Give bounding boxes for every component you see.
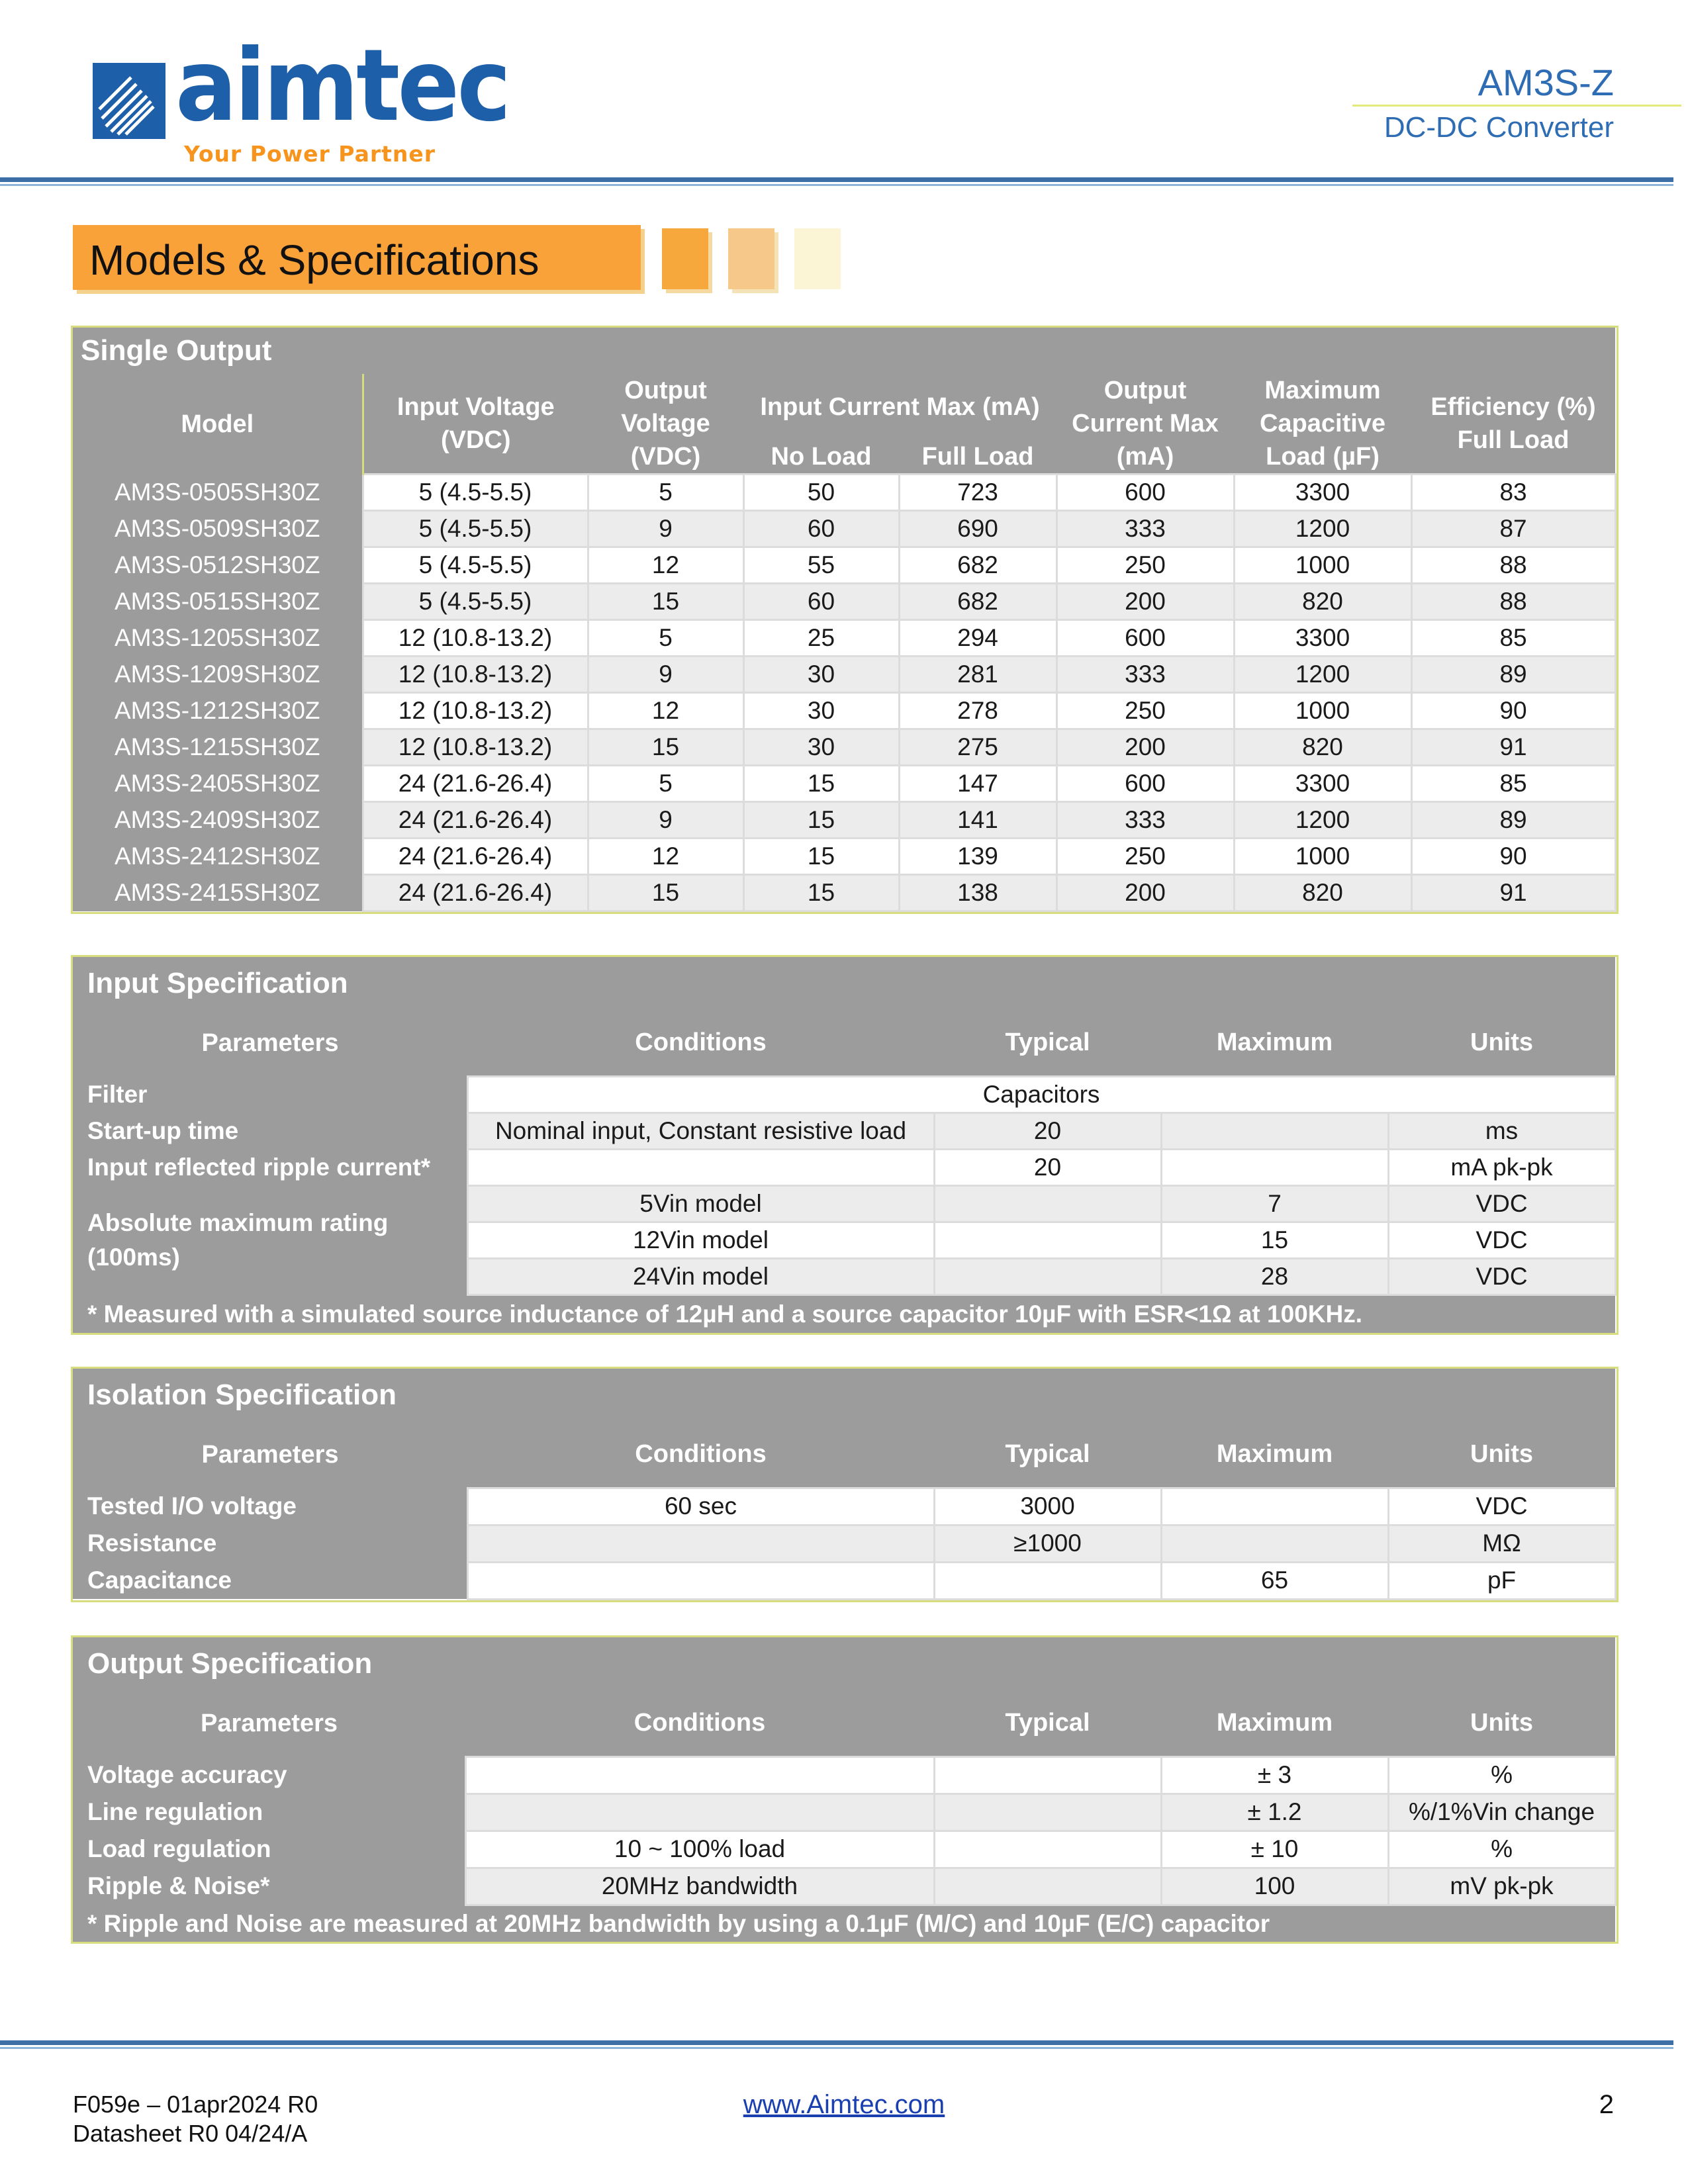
max-capacitive-load: 1200 [1234, 657, 1411, 693]
output-voltage: 9 [588, 802, 743, 839]
col-typical: Typical [934, 1010, 1161, 1076]
input-voltage: 24 (21.6-26.4) [363, 875, 588, 911]
output-voltage: 9 [588, 657, 743, 693]
param-absolute-max: Absolute maximum rating (100ms) [73, 1185, 467, 1295]
col-maximum: Maximum [1161, 1010, 1388, 1076]
model-name: AM3S-1212SH30Z [73, 693, 363, 729]
max-capacitive-load: 1200 [1234, 511, 1411, 547]
col-maximum: Maximum [1161, 1422, 1388, 1488]
output-voltage: 5 [588, 475, 743, 511]
footer-rule-thin [0, 2047, 1673, 2049]
full-load-current: 139 [899, 839, 1056, 875]
param-ripple-current: Input reflected ripple current* [73, 1149, 467, 1185]
input-voltage: 12 (10.8-13.2) [363, 693, 588, 729]
input-spec-note: * Measured with a simulated source inductance of 12µH and a source capacitor 10µF with ESR<1Ω at 100KHz. [73, 1295, 1615, 1333]
table-row [73, 1831, 1615, 1868]
efficiency: 88 [1411, 584, 1615, 620]
col-input-voltage: Input Voltage (VDC) [363, 374, 588, 475]
product-title: AM3S-Z [1477, 62, 1614, 103]
col-conditions: Conditions [465, 1690, 934, 1756]
max-capacitive-load: 1000 [1234, 839, 1411, 875]
website-link[interactable]: www.Aimtec.com [743, 2090, 945, 2119]
efficiency: 90 [1411, 839, 1615, 875]
isolation-maximum: 65 [1161, 1562, 1388, 1599]
input-spec-table [73, 957, 1617, 1333]
input-voltage: 5 (4.5-5.5) [363, 511, 588, 547]
efficiency: 85 [1411, 620, 1615, 657]
col-conditions: Conditions [467, 1010, 934, 1076]
brand-logo: aimtec [175, 28, 509, 144]
max-capacitive-load: 1000 [1234, 693, 1411, 729]
table-row [73, 1794, 1615, 1831]
isolation-conditions: 60 sec [467, 1488, 934, 1525]
model-name: AM3S-0505SH30Z [73, 475, 363, 511]
max-capacitive-load: 3300 [1234, 766, 1411, 802]
section-banner [73, 225, 641, 290]
absmax-maximum: 15 [1161, 1222, 1388, 1258]
isolation-typical: 3000 [934, 1488, 1161, 1525]
isolation-units: VDC [1388, 1488, 1615, 1525]
input-voltage: 12 (10.8-13.2) [363, 657, 588, 693]
output-units: %/1%Vin change [1388, 1794, 1615, 1831]
col-input-current: Input Current Max (mA) [743, 374, 1056, 440]
output-current: 600 [1056, 766, 1234, 802]
table-row [73, 511, 1615, 547]
output-voltage: 15 [588, 875, 743, 911]
absmax-maximum: 28 [1161, 1258, 1388, 1295]
input-spec-caption: Input Specification [73, 957, 1615, 1010]
no-load-current: 30 [743, 729, 899, 766]
absmax-units: VDC [1388, 1185, 1615, 1222]
no-load-current: 25 [743, 620, 899, 657]
single-output-table [73, 328, 1617, 912]
col-no-load: No Load [743, 440, 899, 475]
col-units: Units [1388, 1690, 1615, 1756]
max-capacitive-load: 820 [1234, 729, 1411, 766]
isolation-maximum [1161, 1525, 1388, 1562]
isolation-conditions [467, 1562, 934, 1599]
table-row [73, 1525, 1615, 1562]
output-spec-caption: Output Specification [73, 1637, 1615, 1690]
col-units: Units [1388, 1422, 1615, 1488]
startup-maximum [1161, 1113, 1388, 1149]
output-units: % [1388, 1756, 1615, 1794]
footer-datasheet: Datasheet R0 04/24/A [73, 2120, 308, 2147]
efficiency: 89 [1411, 657, 1615, 693]
max-capacitive-load: 1200 [1234, 802, 1411, 839]
no-load-current: 60 [743, 584, 899, 620]
output-maximum: ± 1.2 [1161, 1794, 1388, 1831]
input-voltage: 24 (21.6-26.4) [363, 839, 588, 875]
table-row [73, 547, 1615, 584]
col-units: Units [1388, 1010, 1615, 1076]
output-voltage: 12 [588, 693, 743, 729]
no-load-current: 30 [743, 693, 899, 729]
filter-value: Capacitors [467, 1076, 1615, 1113]
output-conditions: 20MHz bandwidth [465, 1868, 934, 1905]
efficiency: 87 [1411, 511, 1615, 547]
col-maximum: Maximum [1161, 1690, 1388, 1756]
banner-square [794, 228, 841, 289]
product-subtitle: DC-DC Converter [1383, 111, 1614, 144]
output-voltage: 12 [588, 839, 743, 875]
output-typical [934, 1831, 1161, 1868]
col-conditions: Conditions [467, 1422, 934, 1488]
absmax-conditions: 5Vin model [467, 1185, 934, 1222]
absmax-conditions: 12Vin model [467, 1222, 934, 1258]
no-load-current: 15 [743, 875, 899, 911]
no-load-current: 15 [743, 802, 899, 839]
output-current: 250 [1056, 839, 1234, 875]
col-efficiency: Efficiency (%) Full Load [1411, 374, 1615, 475]
input-voltage: 24 (21.6-26.4) [363, 766, 588, 802]
param-tested-io-voltage: Tested I/O voltage [73, 1488, 467, 1525]
absmax-maximum: 7 [1161, 1185, 1388, 1222]
input-voltage: 5 (4.5-5.5) [363, 584, 588, 620]
title-rule [1352, 105, 1681, 107]
input-voltage: 5 (4.5-5.5) [363, 475, 588, 511]
output-typical [934, 1794, 1161, 1831]
full-load-current: 138 [899, 875, 1056, 911]
ripple-conditions [467, 1149, 934, 1185]
absmax-units: VDC [1388, 1222, 1615, 1258]
header-rule [0, 177, 1673, 182]
output-voltage: 5 [588, 620, 743, 657]
table-row [73, 766, 1615, 802]
input-voltage: 12 (10.8-13.2) [363, 729, 588, 766]
table-row [73, 620, 1615, 657]
table-row [73, 1076, 1615, 1113]
output-current: 600 [1056, 620, 1234, 657]
output-conditions [465, 1756, 934, 1794]
output-current: 200 [1056, 875, 1234, 911]
table-row [73, 802, 1615, 839]
output-current: 250 [1056, 547, 1234, 584]
model-name: AM3S-2409SH30Z [73, 802, 363, 839]
isolation-spec-table [73, 1369, 1617, 1600]
output-voltage: 9 [588, 511, 743, 547]
output-voltage: 5 [588, 766, 743, 802]
full-load-current: 723 [899, 475, 1056, 511]
output-spec-note: * Ripple and Noise are measured at 20MHz bandwidth by using a 0.1µF (M/C) and 10µF (E/C) capacitor [73, 1905, 1615, 1942]
output-current: 333 [1056, 802, 1234, 839]
table-row [73, 1868, 1615, 1905]
col-model: Model [73, 374, 363, 475]
full-load-current: 278 [899, 693, 1056, 729]
input-voltage: 12 (10.8-13.2) [363, 620, 588, 657]
max-capacitive-load: 1000 [1234, 547, 1411, 584]
output-typical [934, 1868, 1161, 1905]
isolation-units: MΩ [1388, 1525, 1615, 1562]
no-load-current: 60 [743, 511, 899, 547]
banner-square [662, 228, 708, 289]
isolation-conditions [467, 1525, 934, 1562]
param-load-regulation: Load regulation [73, 1831, 465, 1868]
model-name: AM3S-0509SH30Z [73, 511, 363, 547]
ripple-units: mA pk-pk [1388, 1149, 1615, 1185]
no-load-current: 15 [743, 839, 899, 875]
efficiency: 83 [1411, 475, 1615, 511]
output-maximum: ± 10 [1161, 1831, 1388, 1868]
max-capacitive-load: 3300 [1234, 620, 1411, 657]
output-voltage: 15 [588, 584, 743, 620]
header-rule-thin [0, 184, 1673, 186]
banner-square [728, 228, 774, 289]
table-row [73, 693, 1615, 729]
absmax-typical [934, 1258, 1161, 1295]
param-resistance: Resistance [73, 1525, 467, 1562]
footer-rule [0, 2040, 1673, 2045]
no-load-current: 15 [743, 766, 899, 802]
isolation-spec-caption: Isolation Specification [73, 1369, 1615, 1422]
single-output-caption: Single Output [73, 328, 1615, 374]
isolation-maximum [1161, 1488, 1388, 1525]
ripple-typical: 20 [934, 1149, 1161, 1185]
model-name: AM3S-2415SH30Z [73, 875, 363, 911]
full-load-current: 141 [899, 802, 1056, 839]
output-current: 250 [1056, 693, 1234, 729]
efficiency: 91 [1411, 729, 1615, 766]
table-row [73, 839, 1615, 875]
output-units: % [1388, 1831, 1615, 1868]
output-current: 333 [1056, 511, 1234, 547]
isolation-units: pF [1388, 1562, 1615, 1599]
input-voltage: 24 (21.6-26.4) [363, 802, 588, 839]
startup-typical: 20 [934, 1113, 1161, 1149]
table-row [73, 729, 1615, 766]
param-voltage-accuracy: Voltage accuracy [73, 1756, 465, 1794]
output-current: 200 [1056, 729, 1234, 766]
model-name: AM3S-0515SH30Z [73, 584, 363, 620]
absmax-typical [934, 1185, 1161, 1222]
full-load-current: 275 [899, 729, 1056, 766]
startup-units: ms [1388, 1113, 1615, 1149]
output-current: 333 [1056, 657, 1234, 693]
output-voltage: 12 [588, 547, 743, 584]
ripple-maximum [1161, 1149, 1388, 1185]
max-capacitive-load: 820 [1234, 584, 1411, 620]
no-load-current: 55 [743, 547, 899, 584]
absmax-conditions: 24Vin model [467, 1258, 934, 1295]
output-current: 200 [1056, 584, 1234, 620]
table-row [73, 1562, 1615, 1599]
max-capacitive-load: 820 [1234, 875, 1411, 911]
param-ripple-noise: Ripple & Noise* [73, 1868, 465, 1905]
page-number: 2 [1599, 2090, 1614, 2119]
table-row [73, 1756, 1615, 1794]
full-load-current: 147 [899, 766, 1056, 802]
output-conditions [465, 1794, 934, 1831]
section-title: Models & Specifications [89, 236, 539, 284]
table-row [73, 1113, 1615, 1149]
param-filter: Filter [73, 1076, 467, 1113]
absmax-typical [934, 1222, 1161, 1258]
col-output-voltage: Output Voltage (VDC) [588, 374, 743, 475]
full-load-current: 690 [899, 511, 1056, 547]
model-name: AM3S-1215SH30Z [73, 729, 363, 766]
table-row [73, 657, 1615, 693]
no-load-current: 30 [743, 657, 899, 693]
output-maximum: ± 3 [1161, 1756, 1388, 1794]
col-parameters: Parameters [73, 1010, 467, 1076]
input-voltage: 5 (4.5-5.5) [363, 547, 588, 584]
col-parameters: Parameters [73, 1690, 465, 1756]
full-load-current: 682 [899, 584, 1056, 620]
isolation-typical: ≥1000 [934, 1525, 1161, 1562]
table-row [73, 875, 1615, 911]
param-line-regulation: Line regulation [73, 1794, 465, 1831]
brand-tagline: Your Power Partner [184, 141, 436, 167]
table-row [73, 1149, 1615, 1185]
table-row [73, 1488, 1615, 1525]
logo-mark-icon [93, 63, 165, 139]
col-full-load: Full Load [899, 440, 1056, 475]
footer-form: F059e – 01apr2024 R0 [73, 2091, 318, 2118]
model-name: AM3S-1205SH30Z [73, 620, 363, 657]
model-name: AM3S-0512SH30Z [73, 547, 363, 584]
efficiency: 90 [1411, 693, 1615, 729]
model-name: AM3S-2405SH30Z [73, 766, 363, 802]
model-name: AM3S-1209SH30Z [73, 657, 363, 693]
efficiency: 88 [1411, 547, 1615, 584]
col-output-current: Output Current Max (mA) [1056, 374, 1234, 475]
full-load-current: 281 [899, 657, 1056, 693]
col-parameters: Parameters [73, 1422, 467, 1488]
startup-conditions: Nominal input, Constant resistive load [467, 1113, 934, 1149]
output-typical [934, 1756, 1161, 1794]
output-current: 600 [1056, 475, 1234, 511]
output-voltage: 15 [588, 729, 743, 766]
model-name: AM3S-2412SH30Z [73, 839, 363, 875]
full-load-current: 682 [899, 547, 1056, 584]
efficiency: 85 [1411, 766, 1615, 802]
table-row [73, 584, 1615, 620]
output-maximum: 100 [1161, 1868, 1388, 1905]
absmax-units: VDC [1388, 1258, 1615, 1295]
full-load-current: 294 [899, 620, 1056, 657]
no-load-current: 50 [743, 475, 899, 511]
isolation-typical [934, 1562, 1161, 1599]
output-conditions: 10 ~ 100% load [465, 1831, 934, 1868]
output-units: mV pk-pk [1388, 1868, 1615, 1905]
table-row [73, 475, 1615, 511]
efficiency: 91 [1411, 875, 1615, 911]
table-row [73, 1185, 1615, 1222]
max-capacitive-load: 3300 [1234, 475, 1411, 511]
col-max-cap: Maximum Capacitive Load (µF) [1234, 374, 1411, 475]
output-spec-table [73, 1637, 1617, 1942]
col-typical: Typical [934, 1422, 1161, 1488]
efficiency: 89 [1411, 802, 1615, 839]
col-typical: Typical [934, 1690, 1161, 1756]
param-capacitance: Capacitance [73, 1562, 467, 1599]
param-startup-time: Start-up time [73, 1113, 467, 1149]
